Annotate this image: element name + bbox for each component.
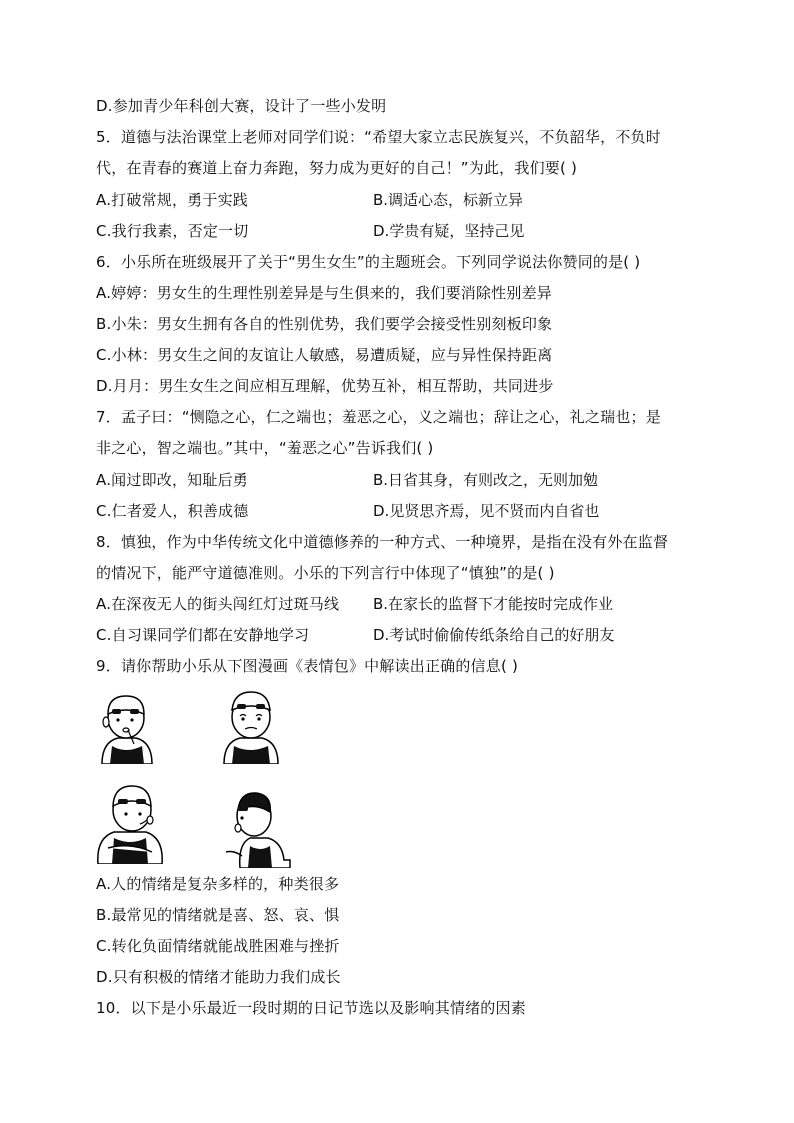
q6-option-d: D.月月：男生女生之间应相互理解，优势互补，相互帮助，共同进步	[96, 377, 554, 395]
q6-option-c: C.小林：男女生之间的友谊让人敏感，易遭质疑，应与异性保持距离	[96, 346, 553, 364]
cartoon-swimmer-pensive	[94, 782, 166, 864]
q8-stem-line1: 8．慎独，作为中华传统文化中道德修养的一种方式、一种境界，是指在没有外在监督	[96, 533, 669, 551]
q5-option-a: A.打破常规，勇于实践	[96, 191, 248, 209]
cartoon-swimmer-whistle	[96, 690, 156, 764]
q6-option-a: A.婷婷：男女生的生理性别差异是与生俱来的，我们要消除性别差异	[96, 284, 552, 302]
q9-stem: 9．请你帮助小乐从下图漫画《表情包》中解读出正确的信息( )	[96, 657, 519, 675]
q10-stem: 10．以下是小乐最近一段时期的日记节选以及影响其情绪的因素	[96, 999, 526, 1017]
q6-option-b: B.小朱：男女生拥有各自的性别优势，我们要学会接受性别刻板印象	[96, 315, 553, 333]
q8-option-d: D.考试时偷偷传纸条给自己的好朋友	[373, 626, 615, 644]
q5-option-d: D.学贵有疑，坚持己见	[373, 222, 525, 240]
q5-option-b: B.调适心态，标新立异	[373, 191, 524, 209]
q6-stem: 6．小乐所在班级展开了关于“男生女生”的主题班会。下列同学说法你赞同的是( )	[96, 253, 641, 271]
q8-option-b: B.在家长的监督下才能按时完成作业	[373, 595, 614, 613]
q4-option-d: D.参加青少年科创大赛，设计了一些小发明	[96, 97, 387, 115]
q7-option-c: C.仁者爱人，积善成德	[96, 502, 249, 520]
q9-option-d: D.只有积极的情绪才能助力我们成长	[96, 968, 341, 986]
q8-option-a: A.在深夜无人的街头闯红灯过斑马线	[96, 595, 340, 613]
q9-option-a: A.人的情绪是复杂多样的，种类很多	[96, 875, 340, 893]
q7-stem-line1: 7．孟子曰：“恻隐之心，仁之端也；羞恶之心，义之端也；辞让之心，礼之瑞也；是	[96, 408, 661, 426]
q9-option-b: B.最常见的情绪就是喜、怒、哀、惧	[96, 906, 340, 924]
cartoon-swimmer-shouting	[224, 788, 292, 868]
q8-stem-line2: 的情况下，能严守道德准则。小乐的下列言行中体现了“慎独”的是( )	[96, 564, 555, 582]
cartoon-swimmer-confused	[220, 688, 282, 764]
q5-stem-line2: 代，在青春的赛道上奋力奔跑，努力成为更好的自己！”为此，我们要( )	[96, 159, 578, 177]
q7-option-d: D.见贤思齐焉，见不贤而内自省也	[373, 502, 600, 520]
q7-option-a: A.闻过即改，知耻后勇	[96, 471, 248, 489]
q7-option-b: B.日省其身，有则改之，无则加勉	[373, 471, 599, 489]
q5-option-c: C.我行我素，否定一切	[96, 222, 249, 240]
q7-stem-line2: 非之心，智之端也。”其中，“羞恶之心”告诉我们( )	[96, 439, 434, 457]
q5-stem-line1: 5．道德与法治课堂上老师对同学们说：“希望大家立志民族复兴，不负韶华，不负时	[96, 128, 661, 146]
q8-option-c: C.自习课同学们都在安静地学习	[96, 626, 310, 644]
q9-option-c: C.转化负面情绪就能战胜困难与挫折	[96, 937, 340, 955]
